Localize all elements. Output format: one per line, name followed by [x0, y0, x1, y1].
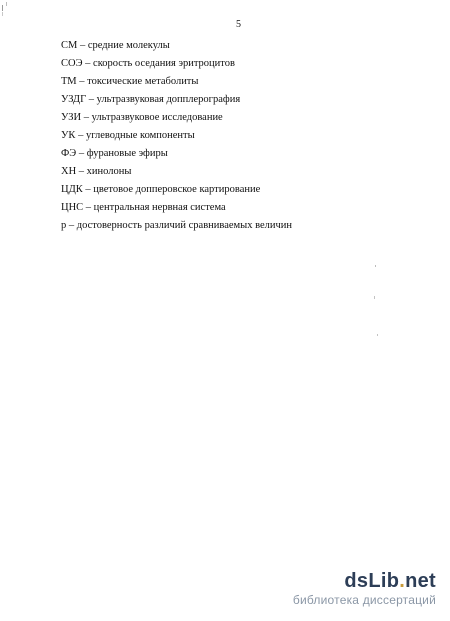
- abbreviation-item: [61, 199, 292, 217]
- scan-artifact-mark: [2, 12, 3, 16]
- site-watermark: [293, 571, 436, 607]
- abbreviation-definition: хинолоны: [86, 166, 132, 177]
- abbreviation-item: [61, 73, 292, 91]
- abbreviation-definition: центральная нервная система: [93, 202, 226, 213]
- abbreviation-term: ЦНС: [61, 202, 84, 213]
- abbreviation-definition: фурановые эфиры: [86, 148, 168, 159]
- site-tagline: библиотека диссертаций: [292, 593, 436, 607]
- abbreviation-item: [61, 181, 292, 199]
- page-number: 5: [236, 19, 241, 30]
- abbreviation-definition: ультразвуковая допплерография: [96, 94, 241, 105]
- abbreviation-definition: цветовое допперовское картирование: [93, 184, 261, 195]
- abbreviation-item: [61, 217, 292, 235]
- abbreviation-definition: скорость оседания эритроцитов: [93, 58, 235, 69]
- abbreviation-list: [61, 37, 292, 235]
- abbreviation-definition: токсические метаболиты: [87, 76, 199, 87]
- abbreviation-dash: –: [85, 202, 92, 213]
- abbreviation-item: [61, 163, 292, 181]
- abbreviation-term: СМ: [61, 40, 78, 51]
- abbreviation-item: [61, 91, 292, 109]
- abbreviation-dash: –: [79, 76, 85, 87]
- abbreviation-dash: –: [85, 184, 91, 195]
- logo-tld-text: net: [405, 570, 436, 592]
- abbreviation-term: УЗИ: [61, 112, 82, 123]
- abbreviation-definition: достоверность различий сравниваемых величин: [76, 220, 293, 231]
- abbreviation-item: [61, 37, 292, 55]
- abbreviation-term: ХН: [61, 166, 77, 177]
- abbreviation-term: УЗДГ: [61, 94, 87, 105]
- abbreviation-term: УК: [61, 130, 76, 141]
- scan-artifact-mark: [377, 334, 378, 336]
- scan-artifact-mark: [2, 5, 3, 11]
- site-logo: [293, 571, 436, 591]
- logo-main-text: dsLib: [344, 570, 400, 592]
- abbreviation-term: ЦДК: [61, 184, 83, 195]
- abbreviation-dash: –: [85, 58, 91, 69]
- abbreviation-dash: –: [88, 94, 95, 105]
- scan-artifact-mark: [375, 265, 376, 267]
- abbreviation-item: [61, 55, 292, 73]
- abbreviation-item: [61, 145, 292, 163]
- abbreviation-definition: ультразвуковое исследование: [91, 112, 223, 123]
- scan-artifact-mark: [374, 296, 375, 299]
- abbreviation-term: СОЭ: [61, 58, 83, 69]
- abbreviation-item: [61, 127, 292, 145]
- abbreviation-item: [61, 109, 292, 127]
- abbreviation-dash: –: [78, 148, 85, 159]
- abbreviation-definition: средние молекулы: [87, 40, 170, 51]
- abbreviation-dash: –: [83, 112, 90, 123]
- abbreviation-term: ФЭ: [61, 148, 77, 159]
- abbreviation-term: р: [61, 220, 67, 231]
- scan-artifact-mark: [6, 2, 7, 6]
- abbreviation-definition: углеводные компоненты: [85, 130, 195, 141]
- abbreviation-dash: –: [79, 40, 86, 51]
- abbreviation-dash: –: [78, 130, 84, 141]
- abbreviation-dash: –: [78, 166, 85, 177]
- abbreviation-term: ТМ: [61, 76, 77, 87]
- logo-dot: .: [399, 570, 406, 592]
- abbreviation-dash: –: [68, 220, 75, 231]
